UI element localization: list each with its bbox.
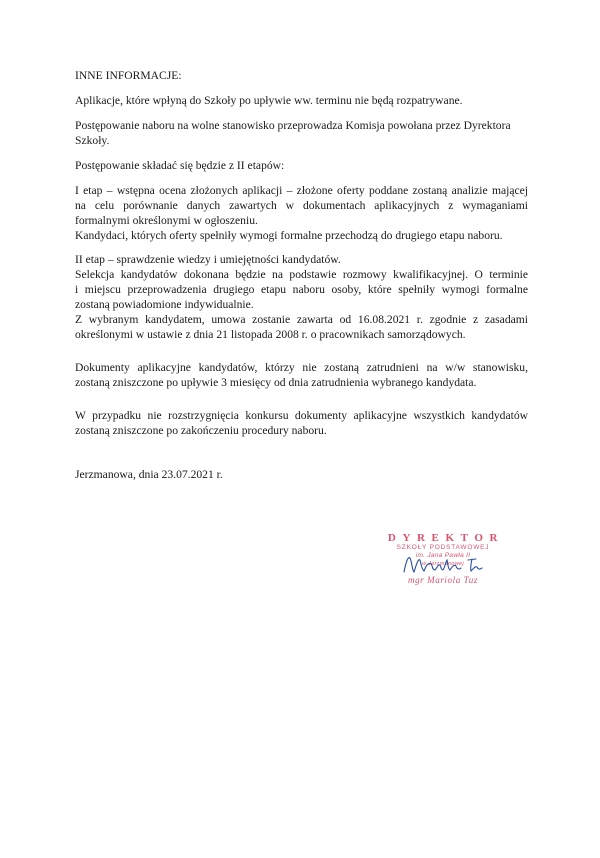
paragraph-stage-one (75, 183, 528, 243)
paragraph-stages: Postępowanie składać się będzie z II etapów: (75, 159, 285, 172)
stamp-patron: im. Jana Pawła II (415, 552, 471, 559)
text-line: określonymi w ustawie z dnia 21 listopada 2008 r. o pracownikach samorządowych. (75, 328, 466, 341)
section-heading: INNE INFORMACJE: (75, 69, 182, 82)
paragraph-stage-two (75, 252, 528, 342)
signature-stroke (404, 558, 461, 572)
text-line: Selekcja kandydatów dokonana będzie na podstawie rozmowy kwalifikacyjnej. O terminie (75, 268, 528, 281)
stamp-title: DYREKTOR (387, 532, 505, 544)
paragraph-unresolved-competition (75, 408, 528, 438)
text-line: zostaną powiadomione indywidualnie. (75, 298, 254, 311)
text-line: I etap – wstępna ocena złożonych aplikacji – złożone oferty poddane zostaną analizie mającej (75, 184, 528, 197)
text-line: na celu porównanie danych zawartych w dokumentach aplikacyjnych z wymaganiami (75, 199, 528, 212)
handwritten-signature (400, 552, 490, 576)
stamp-school: SZKOŁY PODSTAWOWEJ (396, 544, 490, 551)
document-body (75, 68, 528, 438)
text-line: Kandydaci, których oferty spełniły wymogi formalne przechodzą do drugiego etapu naboru. (75, 229, 503, 242)
stamp-name: mgr Mariola Tuz (407, 575, 478, 585)
text-line: zostaną zniszczone po upływie 3 miesięcy od dnia zatrudnienia wybranego kandydata. (75, 376, 477, 389)
text-line: Z wybranym kandydatem, umowa zostanie zawarta od 16.08.2021 r. zgodnie z zasadami (75, 313, 528, 326)
text-line: Szkoły. (75, 134, 110, 147)
text-line: W przypadku nie rozstrzygnięcia konkursu dokumenty aplikacyjne wszystkich kandydatów (75, 409, 528, 422)
text-line: zostaną zniszczone po zakończeniu procedury naboru. (75, 424, 327, 437)
paragraph-late-applications: Aplikacje, które wpłyną do Szkoły po upływie ww. terminu nie będą rozpatrywane. (75, 94, 463, 107)
signature-stroke-2 (468, 559, 482, 571)
paragraph-document-destruction (75, 360, 528, 390)
text-line: i miejscu przeprowadzenia drugiego etapu naboru osoby, które spełniły wymogi formalne (75, 283, 528, 296)
paragraph-commission (75, 118, 528, 148)
place-and-date: Jerzmanowa, dnia 23.07.2021 r. (75, 468, 223, 481)
stamp-location: w Jerzmanowej (422, 561, 464, 567)
text-line: II etap – sprawdzenie wiedzy i umiejętności kandydatów. (75, 253, 341, 266)
text-line: Dokumenty aplikacyjne kandydatów, którzy nie zostaną zatrudnieni na w/w stanowisku, (75, 361, 528, 374)
text-line: Postępowanie naboru na wolne stanowisko przeprowadza Komisja powołana przez Dyrektora (75, 119, 511, 132)
text-line: formalnymi określonymi w ogłoszeniu. (75, 214, 258, 227)
